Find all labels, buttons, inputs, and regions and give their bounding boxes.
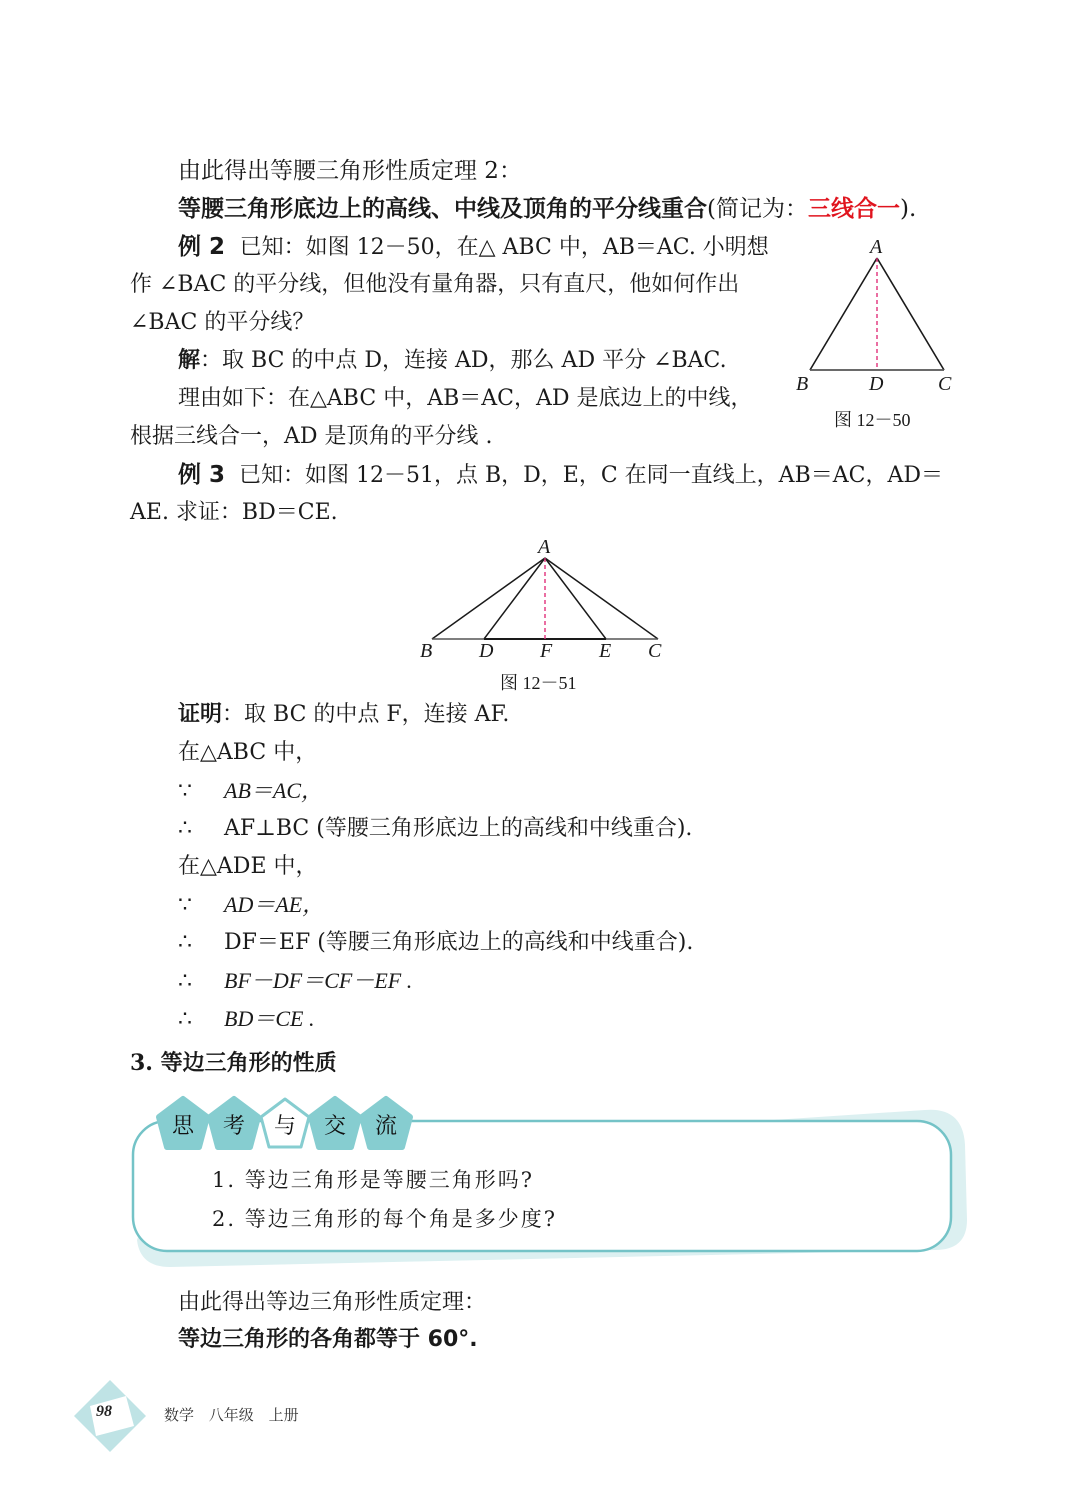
therefore-symbol: ∴	[178, 930, 192, 955]
proof-step	[178, 814, 692, 844]
proof-step-text: AF⊥BC (等腰三角形底边上的高线和中线重合).	[224, 816, 693, 841]
footer-book: 数学	[164, 1406, 195, 1424]
solution-label: 解	[178, 348, 201, 373]
footer-book-info	[164, 1404, 299, 1425]
proof-step	[178, 966, 412, 997]
proof-first-line	[178, 700, 509, 730]
proof-step-text: BF－DF＝CF－EF .	[224, 968, 413, 993]
segment-ab	[432, 558, 545, 639]
side-ab	[810, 258, 877, 370]
proof-first-text: ：取 BC 的中点 F，连接 AF.	[222, 702, 510, 727]
fig51-label-b: B	[420, 640, 433, 662]
fig51-caption: 图 12－51	[500, 673, 577, 693]
example2-label: 例 2	[178, 234, 226, 260]
fig51-label-a: A	[538, 536, 551, 558]
title-char: 交	[323, 1114, 347, 1139]
proof-step-text: AD＝AE，	[224, 892, 325, 917]
theorem2-statement-line	[178, 194, 916, 224]
title-char: 考	[222, 1114, 246, 1139]
fig51-label-f: F	[540, 640, 553, 662]
equilateral-statement: 等边三角形的各角都等于 60°.	[178, 1327, 478, 1352]
side-ac	[877, 258, 944, 370]
example2-reason2: 根据三线合一，AD 是顶角的平分线 .	[130, 424, 493, 449]
proof-step	[178, 1004, 314, 1035]
example3-text1: 已知：如图 12－51，点 B，D，E，C 在同一直线上，AB＝AC，AD＝	[239, 463, 943, 488]
title-char: 流	[374, 1114, 398, 1139]
example2-reason1: 理由如下：在△ABC 中，AB＝AC，AD 是底边上的中线，	[178, 386, 753, 411]
example3-label: 例 3	[178, 462, 226, 488]
therefore-symbol: ∴	[178, 816, 192, 841]
because-symbol: ∵	[178, 779, 192, 804]
example2-text1: 已知：如图 12－50，在△ ABC 中，AB＝AC. 小明想	[239, 235, 769, 260]
fig50-label-b: B	[796, 373, 809, 395]
title-char: 与	[273, 1114, 297, 1139]
title-pentagon	[311, 1099, 359, 1147]
example3-line1	[178, 460, 943, 491]
fig50-label-a: A	[870, 236, 883, 258]
therefore-symbol: ∴	[178, 969, 192, 994]
fig50-label-c: C	[938, 373, 952, 395]
fig50-label-d: D	[869, 373, 884, 395]
because-symbol: ∵	[178, 893, 192, 918]
proof-step	[178, 890, 324, 921]
footer-volume: 上册	[268, 1406, 299, 1424]
example2-solution	[178, 346, 727, 376]
title-char: 思	[171, 1114, 195, 1139]
title-pentagon	[210, 1099, 258, 1147]
question-item: 1. 等边三角形是等腰三角形吗?	[212, 1168, 534, 1192]
proof-step	[178, 852, 318, 882]
theorem2-note-open: (简记为：	[707, 196, 808, 222]
title-pentagon	[261, 1099, 309, 1147]
proof-label: 证明	[178, 702, 223, 727]
title-pentagon	[159, 1099, 207, 1147]
proof-step-text: 在△ADE 中，	[178, 854, 318, 879]
proof-step	[178, 928, 693, 958]
theorem2-note-close: ).	[899, 196, 917, 222]
section-heading: 3. 等边三角形的性质	[130, 1050, 337, 1076]
proof-step	[178, 738, 317, 768]
proof-step-text: 在△ABC 中，	[178, 740, 318, 765]
proof-step-text: AB＝AC，	[224, 778, 323, 803]
fig51-label-e: E	[599, 640, 612, 662]
proof-step	[178, 776, 323, 807]
page-number: 98	[96, 1403, 112, 1420]
title-pentagon	[362, 1099, 410, 1147]
segment-ae	[545, 558, 606, 639]
fig51-label-c: C	[648, 640, 662, 662]
theorem2-statement: 等腰三角形底边上的高线、中线及顶角的平分线重合	[178, 196, 707, 222]
segment-ac	[545, 558, 658, 639]
figure-12-50	[800, 240, 960, 380]
figure-12-51	[420, 550, 670, 650]
footer-grade: 八年级	[208, 1406, 254, 1424]
equilateral-intro: 由此得出等边三角形性质定理：	[178, 1290, 487, 1315]
example2-line3: ∠BAC 的平分线？	[130, 310, 315, 335]
example2-line1	[178, 232, 769, 263]
proof-step-text: BD＝CE .	[224, 1006, 315, 1031]
theorem2-intro: 由此得出等腰三角形性质定理 2：	[178, 158, 522, 184]
therefore-symbol: ∴	[178, 1007, 192, 1032]
example3-line2: AE. 求证：BD＝CE.	[130, 500, 338, 525]
proof-step-text: DF＝EF (等腰三角形底边上的高线和中线重合).	[224, 930, 694, 955]
fig50-caption: 图 12－50	[834, 410, 911, 430]
fig51-label-d: D	[479, 640, 494, 662]
example2-line2: 作 ∠BAC 的平分线，但他没有量角器，只有直尺，他如何作出	[130, 272, 740, 297]
solution-text: ：取 BC 的中点 D，连接 AD，那么 AD 平分 ∠BAC.	[200, 348, 727, 373]
theorem2-note-highlight: 三线合一	[807, 196, 900, 222]
segment-ad	[484, 558, 545, 639]
question-item: 2. 等边三角形的每个角是多少度?	[212, 1207, 557, 1231]
think-discuss-title	[150, 1095, 420, 1155]
